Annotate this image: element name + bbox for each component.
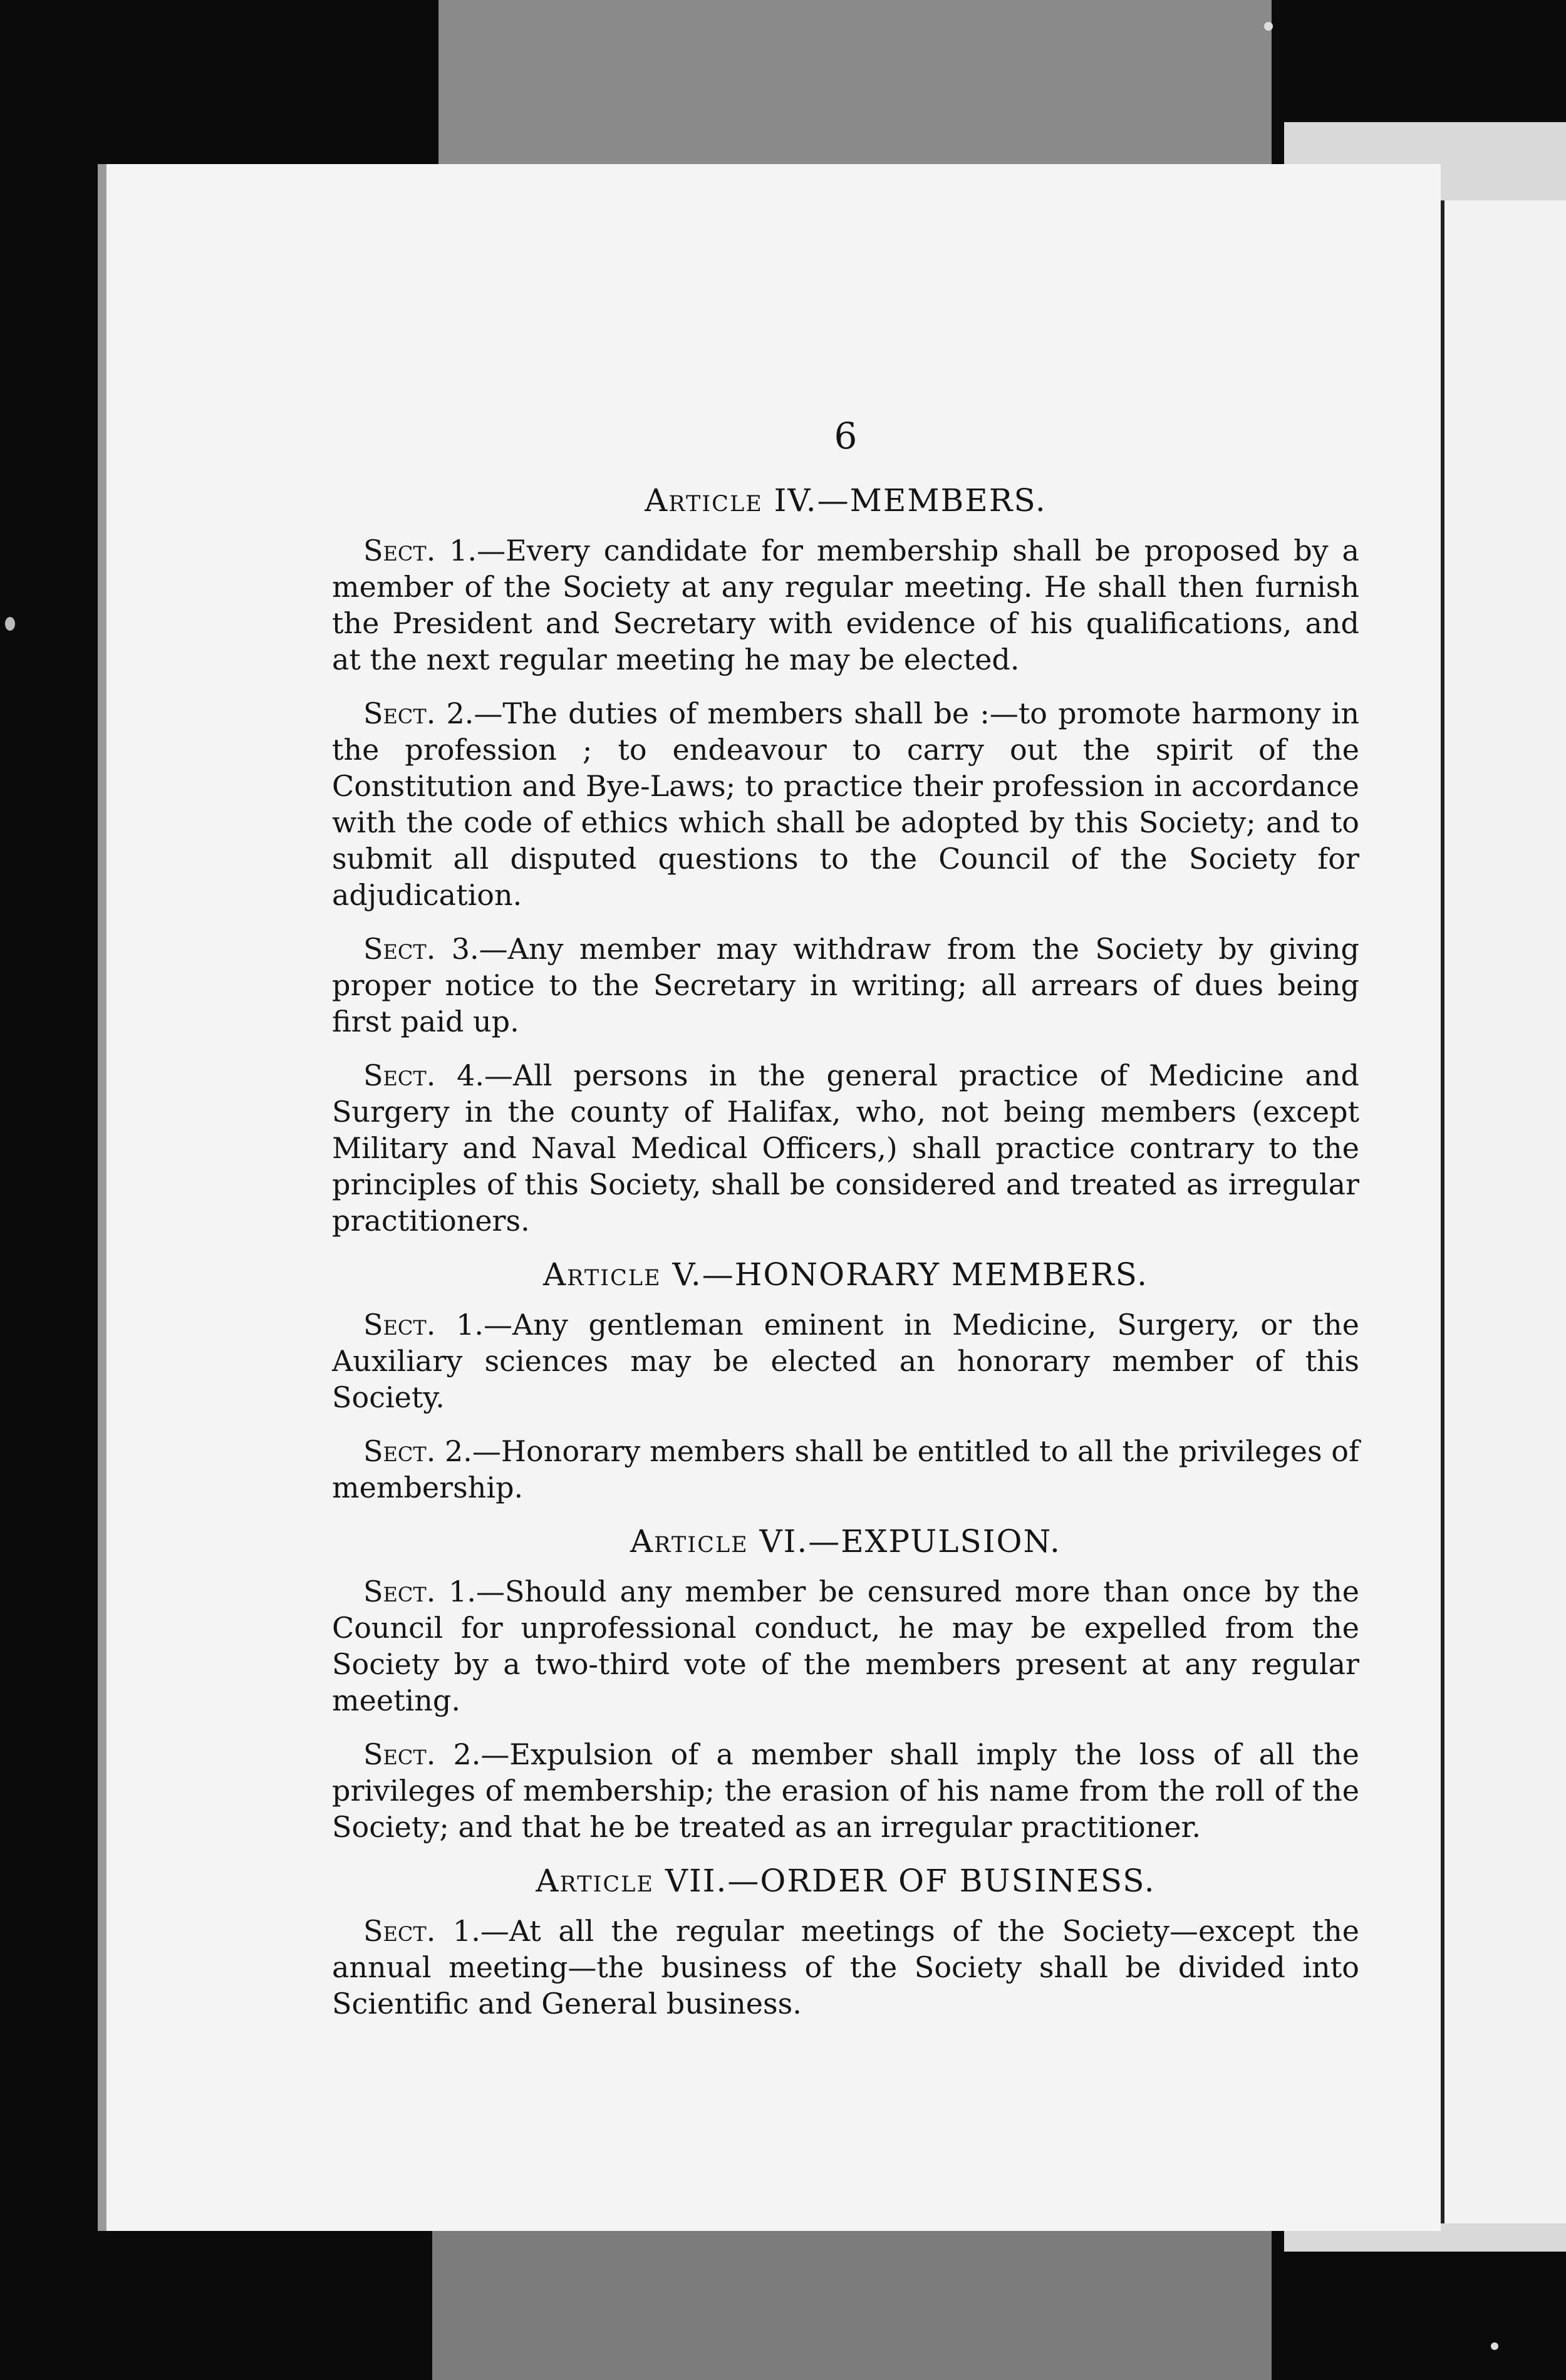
- section-paragraph: [332, 1057, 1359, 1239]
- section-paragraph: [332, 1433, 1359, 1506]
- scan-speck: [5, 617, 15, 631]
- article-heading: [332, 482, 1359, 519]
- section-text: —Every candidate for membership shall be proposed by a member of the Society at any regular meeting. He shall then furnish the President and Secretary with evidence of his qualifications, and at the next regular meeting he may be elected.: [332, 534, 1359, 676]
- section-label: Sect. 1.: [363, 534, 477, 567]
- section-text: —All persons in the general practice of Medicine and Surgery in the county of Halifax, who, not being members (except Military and Naval Medical Officers,) shall practice contrary to the principles of this Society, shall be considered and treated as irregular practitioners.: [332, 1058, 1359, 1238]
- section-text: —Should any member be censured more than once by the Council for unprofessional conduct, he may be expelled from the Society by a two-third vote of the members present at any regular meeting.: [332, 1575, 1359, 1717]
- scan-background-bottom: [432, 2217, 1272, 2380]
- article-title: IV.—MEMBERS.: [774, 482, 1047, 519]
- section-paragraph: [332, 695, 1359, 913]
- article-heading: [332, 1523, 1359, 1560]
- article-prefix: Article: [536, 1863, 654, 1899]
- section-label: Sect. 4.: [363, 1058, 484, 1092]
- section-label: Sect. 2.: [363, 1737, 481, 1771]
- section-paragraph: [332, 931, 1359, 1040]
- section-paragraph: [332, 532, 1359, 678]
- section-label: Sect. 1.: [363, 1914, 480, 1948]
- article-heading: [332, 1256, 1359, 1293]
- article-title: VI.—EXPULSION.: [759, 1523, 1061, 1560]
- article-prefix: Article: [645, 482, 763, 519]
- page-number: 6: [834, 415, 858, 457]
- section-label: Sect. 2.: [363, 1434, 472, 1468]
- scan-speck: [1264, 22, 1273, 31]
- article-title: VII.—ORDER OF BUSINESS.: [665, 1863, 1156, 1899]
- section-label: Sect. 3.: [363, 932, 479, 966]
- section-label: Sect. 1.: [363, 1308, 484, 1342]
- scan-background-top: [438, 0, 1272, 188]
- section-text: —Honorary members shall be entitled to all the privileges of membership.: [332, 1434, 1359, 1504]
- section-text: —Expulsion of a member shall imply the loss of all the privileges of membership; the erasion of his name from the roll of the Society; and that he be treated as an irregular practitioner.: [332, 1737, 1360, 1844]
- section-paragraph: [332, 1306, 1359, 1415]
- scan-speck: [1491, 2342, 1498, 2350]
- section-paragraph: [332, 1913, 1359, 2022]
- page-content: [332, 415, 1359, 2039]
- section-paragraph: [332, 1573, 1359, 1719]
- section-label: Sect. 2.: [363, 696, 474, 730]
- document-page: [106, 164, 1441, 2231]
- facing-page-edge: [1441, 200, 1566, 2223]
- section-text: —Any member may withdraw from the Society by giving proper notice to the Secretary in writing; all arrears of dues being first paid up.: [332, 932, 1359, 1038]
- section-text: —Any gentleman eminent in Medicine, Surgery, or the Auxiliary sciences may be elected an honorary member of this Society.: [332, 1308, 1359, 1414]
- article-title: V.—HONORARY MEMBERS.: [672, 1256, 1148, 1293]
- section-paragraph: [332, 1736, 1359, 1845]
- section-text: —The duties of members shall be :—to promote harmony in the profession ; to endeavour to carry out the spirit of the Constitution and Bye-Laws; to practice their profession in accordance with the code of ethics which shall be adopted by this Society; and to submit all disputed questions to the Council of the Society for adjudication.: [332, 696, 1359, 912]
- article-prefix: Article: [542, 1256, 661, 1293]
- article-prefix: Article: [630, 1523, 749, 1560]
- article-heading: [332, 1863, 1359, 1899]
- section-text: —At all the regular meetings of the Society—except the annual meeting—the business of the Society shall be divided into Scientific and General business.: [332, 1914, 1359, 2020]
- section-label: Sect. 1.: [363, 1575, 477, 1608]
